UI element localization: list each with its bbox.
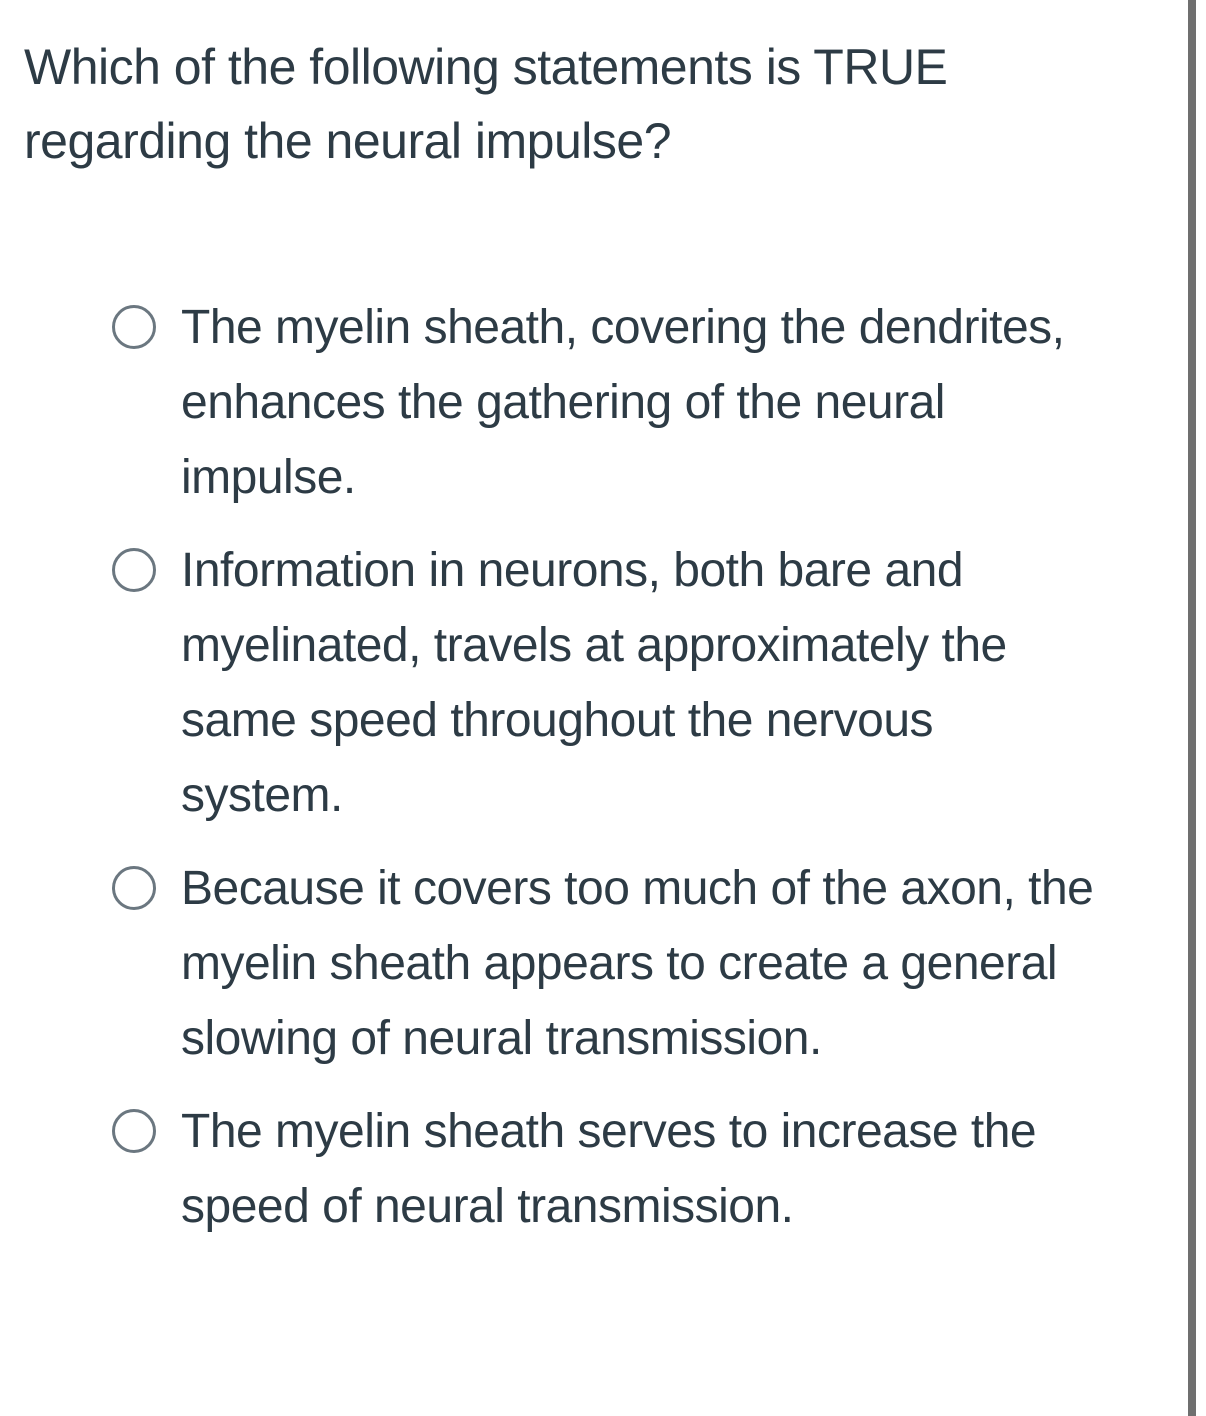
answer-options: [112, 290, 1112, 1262]
answer-option-1[interactable]: [112, 290, 1112, 515]
answer-option-2[interactable]: [112, 533, 1112, 833]
answer-option-label[interactable]: The myelin sheath, covering the dendrites, enhances the gathering of the neural impulse.: [181, 301, 1065, 504]
answer-option-label[interactable]: Because it covers too much of the axon, the myelin sheath appears to create a general slowing of neural transmission.: [181, 862, 1094, 1065]
question-text: Which of the following statements is TRUE regarding the neural impulse?: [24, 39, 948, 169]
radio-button-2[interactable]: [112, 548, 156, 592]
answer-option-label[interactable]: Information in neurons, both bare and myelinated, travels at approximately the same speed throughout the nervous system.: [181, 544, 1007, 822]
radio-button-1[interactable]: [112, 305, 156, 349]
answer-option-label[interactable]: The myelin sheath serves to increase the speed of neural transmission.: [181, 1105, 1037, 1233]
radio-button-3[interactable]: [112, 866, 156, 910]
radio-button-4[interactable]: [112, 1109, 156, 1153]
answer-option-4[interactable]: [112, 1094, 1112, 1244]
answer-option-3[interactable]: [112, 851, 1112, 1076]
vertical-scrollbar[interactable]: [1188, 0, 1196, 1416]
